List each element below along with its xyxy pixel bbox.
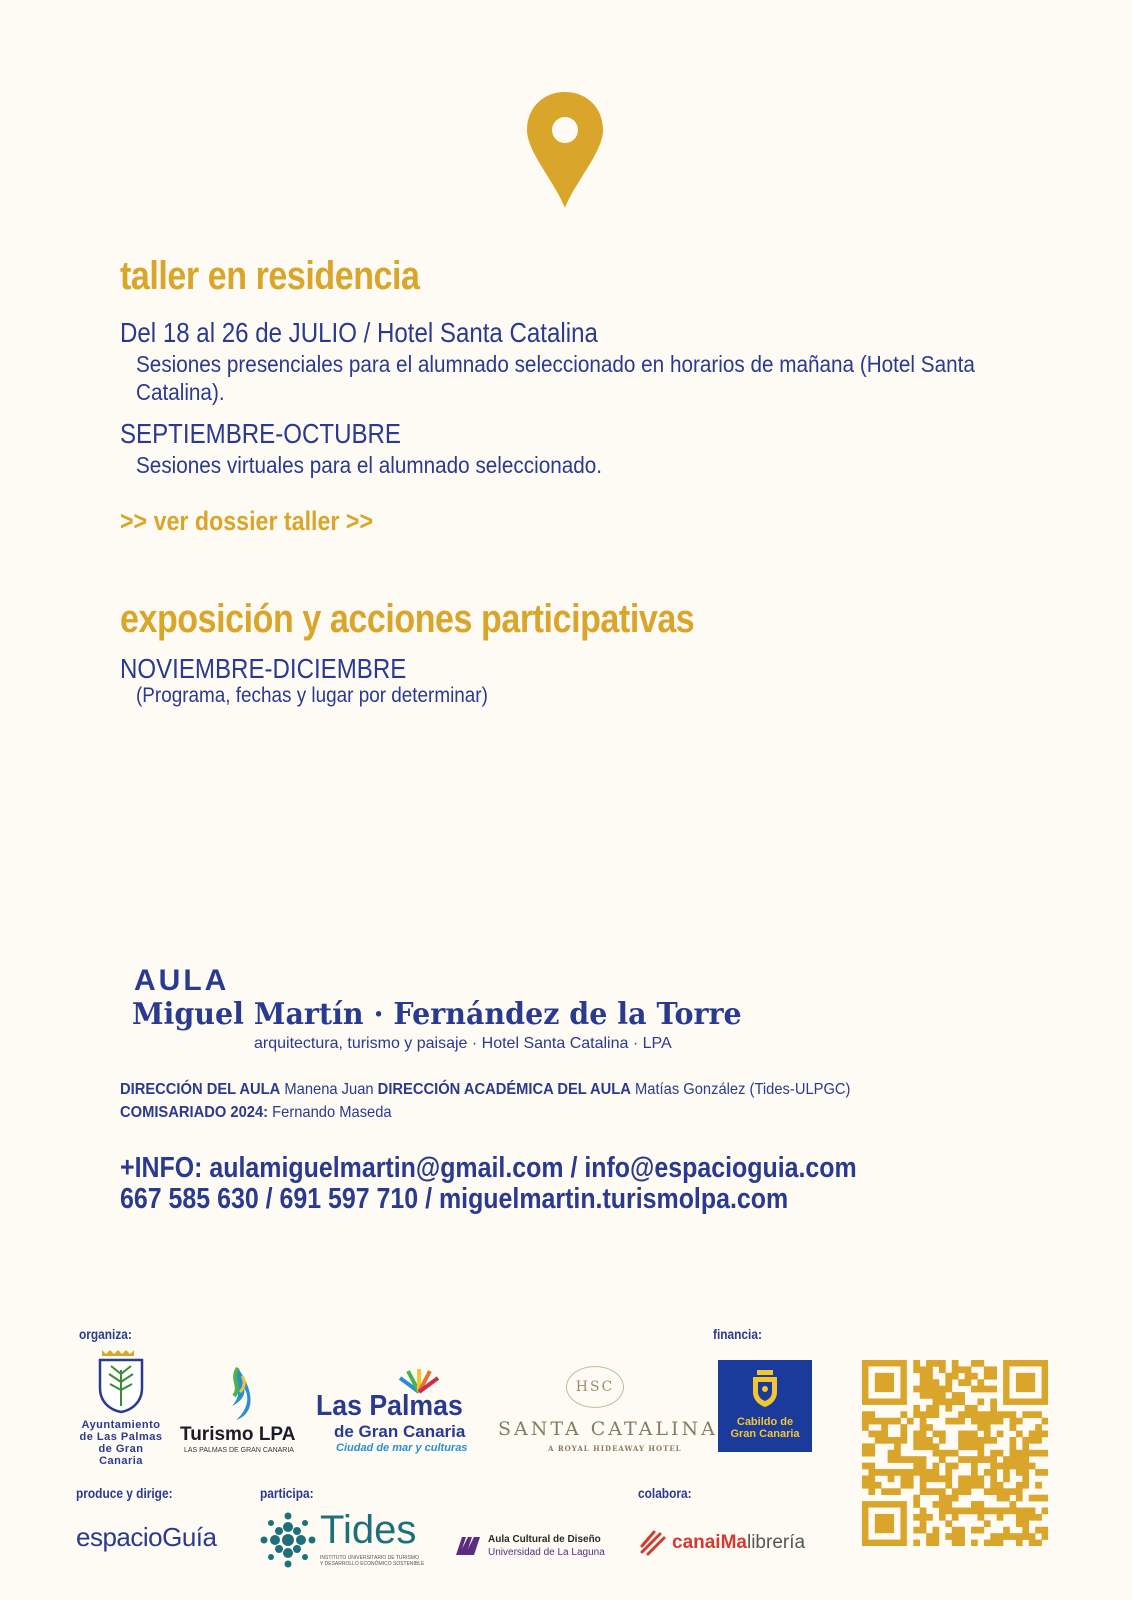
cabildo-line1: Cabildo de <box>736 1416 794 1428</box>
ull-line2: Universidad de La Laguna <box>488 1547 605 1558</box>
canaima-libreria: librería <box>746 1532 806 1553</box>
taller-desc-presencial: Sesiones presenciales para el alumnado seleccionado en horarios de mañana (Hotel Santa Catalina). <box>136 351 975 405</box>
cabildo-logo <box>718 1360 812 1452</box>
ayuntamiento-logo <box>76 1346 166 1467</box>
aula-logo-line1: AULA <box>134 964 230 997</box>
canaima-mark-icon <box>638 1528 668 1558</box>
info-email[interactable]: +INFO: aulamiguelmartin@gmail.com / info@espacioguia.com <box>120 1152 857 1184</box>
qr-code[interactable] <box>862 1360 1048 1546</box>
tides-sub1: INSTITUTO UNIVERSITARIO DE TURISMO <box>320 1555 419 1561</box>
acad-name: Matías González (Tides-ULPGC) <box>630 1081 851 1098</box>
taller-date-july: Del 18 al 26 de JULIO / Hotel Santa Catalina <box>120 317 598 348</box>
taller-desc-virtual: Sesiones virtuales para el alumnado seleccionado. <box>136 452 603 478</box>
ayto-line1: Ayuntamiento <box>81 1419 161 1431</box>
sc-name: SANTA CATALINA <box>498 1418 718 1440</box>
lp-sub: de Gran Canaria <box>334 1422 466 1441</box>
cabildo-line2: Gran Canaria <box>730 1428 800 1440</box>
dir-name: Manena Juan <box>280 1081 378 1098</box>
aula-logo-line2: Miguel Martín · Fernández de la Torre <box>132 997 742 1032</box>
sc-monogram: HSC <box>566 1366 624 1408</box>
label-financia: financia: <box>713 1326 762 1342</box>
espacioguia-logo: espacioGuía <box>76 1522 217 1552</box>
cabildo-shield-icon <box>750 1368 780 1408</box>
taller-date-sept: SEPTIEMBRE-OCTUBRE <box>120 418 401 449</box>
tides-logo <box>260 1508 440 1572</box>
acad-label: DIRECCIÓN ACADÉMICA DEL AULA <box>377 1081 631 1098</box>
santa-catalina-logo <box>496 1366 718 1456</box>
turismo-name: Turismo LPA <box>180 1424 296 1445</box>
ull-logo <box>454 1532 624 1562</box>
expo-date: NOVIEMBRE-DICIEMBRE <box>120 653 407 684</box>
dossier-link[interactable]: >> ver dossier taller >> <box>120 506 374 536</box>
expo-desc: (Programa, fechas y lugar por determinar) <box>136 684 488 707</box>
credits-curator <box>120 1104 392 1122</box>
expo-heading: exposición y acciones participativas <box>120 597 695 641</box>
credits-direction <box>120 1081 850 1099</box>
lp-main: Las Palmas <box>316 1390 463 1422</box>
label-colabora: colabora: <box>638 1485 692 1501</box>
canaima-logo <box>638 1526 818 1560</box>
ayto-line3: de Gran Canaria <box>98 1443 144 1467</box>
canaima-name: canaiMa <box>672 1532 747 1553</box>
ayto-line2: de Las Palmas <box>79 1431 163 1443</box>
label-organiza: organiza: <box>79 1326 132 1342</box>
ull-mark-icon <box>454 1535 482 1557</box>
las-palmas-logo <box>316 1368 481 1456</box>
aula-logo-line3: arquitectura, turismo y paisaje · Hotel Santa Catalina · LPA <box>254 1035 672 1052</box>
ayuntamiento-shield-icon <box>76 1346 166 1414</box>
info-phone-web[interactable]: 667 585 630 / 691 597 710 / miguelmartin.turismolpa.com <box>120 1183 789 1215</box>
tides-sub2: Y DESARROLLO ECONÓMICO SOSTENIBLE <box>320 1561 425 1567</box>
com-name: Fernando Maseda <box>268 1104 392 1121</box>
com-label: COMISARIADO 2024: <box>120 1104 269 1121</box>
location-pin-icon <box>525 90 605 210</box>
dir-label: DIRECCIÓN DEL AULA <box>120 1081 281 1098</box>
tides-name: Tides <box>320 1508 417 1552</box>
sc-sub: A ROYAL HIDEAWAY HOTEL <box>548 1444 682 1453</box>
ull-line1: Aula Cultural de Diseño <box>488 1534 601 1545</box>
turismo-flame-icon <box>220 1366 256 1422</box>
turismo-sub: LAS PALMAS DE GRAN CANARIA <box>184 1447 294 1454</box>
tides-dots-icon <box>260 1512 316 1568</box>
taller-heading: taller en residencia <box>120 254 420 298</box>
label-produce: produce y dirige: <box>76 1485 173 1501</box>
turismo-lpa-logo <box>178 1366 298 1456</box>
lp-tag: Ciudad de mar y culturas <box>336 1442 468 1454</box>
label-participa: participa: <box>260 1485 314 1501</box>
